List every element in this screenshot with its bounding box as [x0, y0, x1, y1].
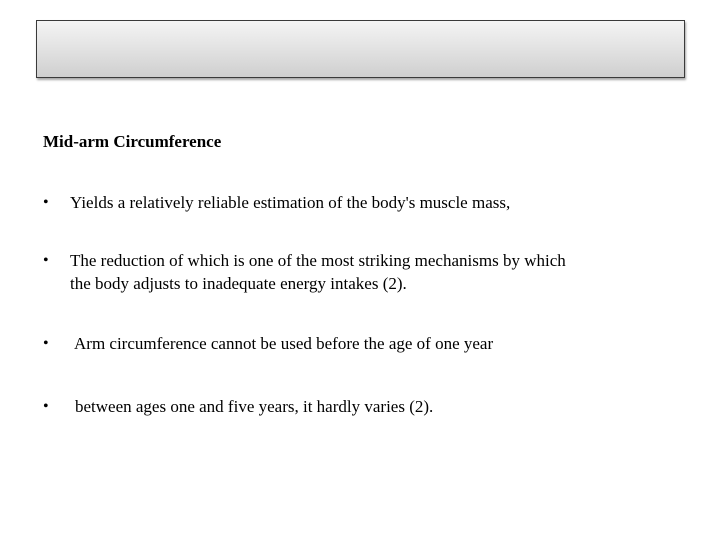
bullet-icon: • — [43, 194, 49, 211]
bullet-line: The reduction of which is one of the most striking mechanisms by which — [70, 251, 566, 270]
slide-title-box — [36, 20, 685, 78]
bullet-icon: • — [43, 398, 49, 415]
bullet-text — [70, 191, 510, 214]
bullet-text — [74, 332, 493, 355]
bullet-text — [75, 395, 433, 418]
bullet-line: Yields a relatively reliable estimation of the body's muscle mass, — [70, 193, 511, 212]
bullet-icon: • — [43, 252, 49, 269]
bullet-line: Arm circumference cannot be used before the age of one year — [74, 334, 494, 353]
bullet-line: the body adjusts to inadequate energy intakes (2). — [70, 274, 407, 293]
bullet-line: between ages one and five years, it hardly varies (2). — [75, 397, 434, 416]
section-heading: Mid-arm Circumference — [43, 132, 222, 151]
bullet-text — [70, 249, 566, 295]
bullet-icon: • — [43, 335, 49, 352]
